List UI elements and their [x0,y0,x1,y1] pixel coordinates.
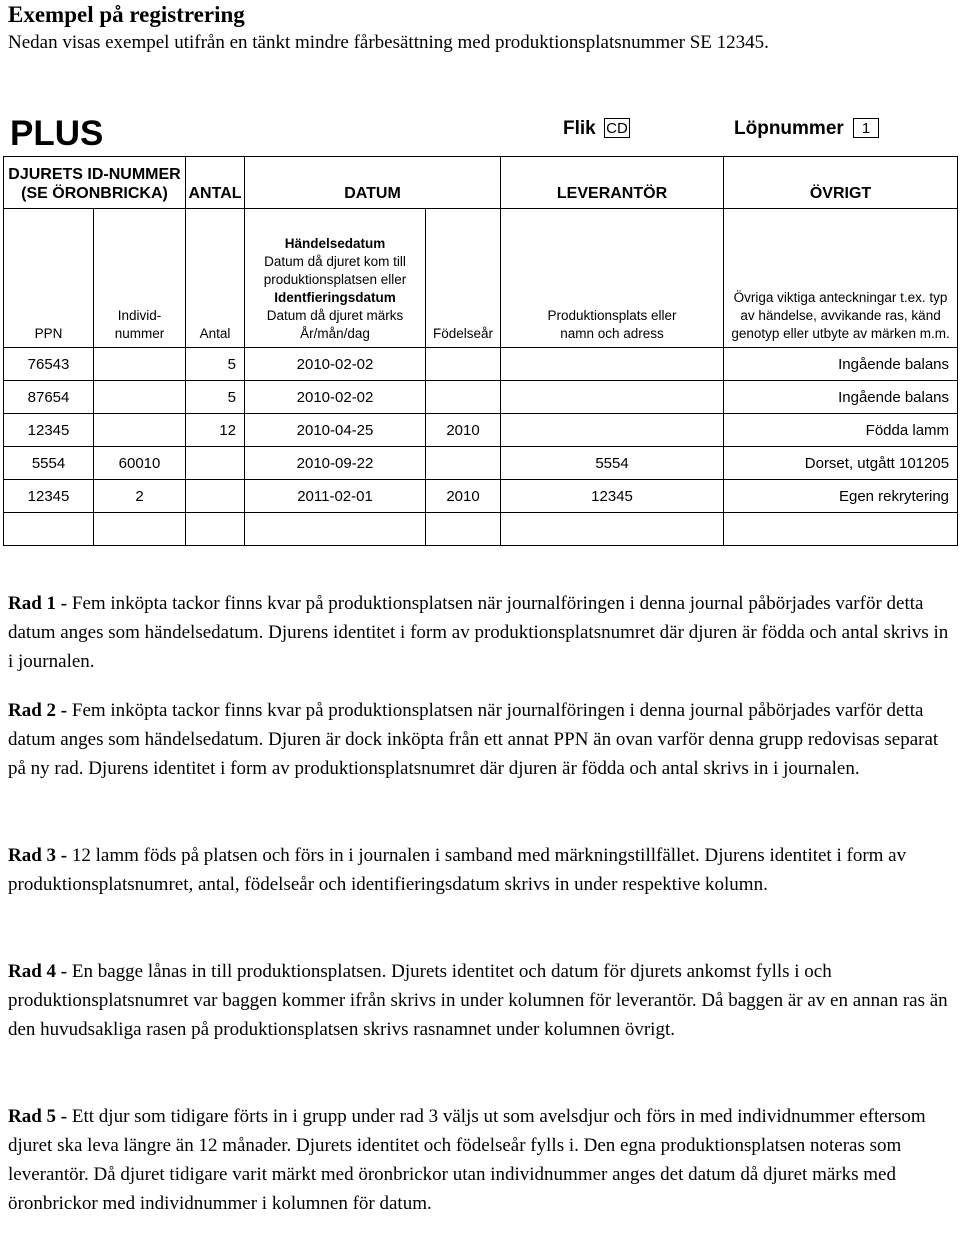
cell-ovrigt[interactable] [724,513,958,546]
cell-leverantor[interactable]: 12345 [501,480,724,513]
cell-leverantor[interactable] [501,348,724,381]
cell-datum[interactable]: 2010-02-02 [245,348,426,381]
cell-ovrigt[interactable]: Ingående balans [724,381,958,414]
flik-label: Flik [563,118,596,139]
cell-ppn[interactable]: 76543 [4,348,94,381]
explanation-paragraph [8,957,953,1044]
cell-ppn[interactable] [4,513,94,546]
explanation-paragraph [8,589,953,676]
cell-individ[interactable]: 60010 [94,447,186,480]
cell-fodelsear[interactable] [426,447,501,480]
cell-antal[interactable] [186,447,245,480]
intro-text: Nedan visas exempel utifrån en tänkt mindre fårbesättning med produktionsplatsnummer SE 12345. [8,32,769,53]
page-title: Exempel på registrering [8,2,245,27]
cell-individ[interactable] [94,414,186,447]
lopnummer-label: Löpnummer [734,118,844,139]
cell-leverantor[interactable]: 5554 [501,447,724,480]
row-label: Rad 1 - [8,593,68,614]
row-label: Rad 2 - [8,700,68,721]
cell-ovrigt[interactable]: Dorset, utgått 101205 [724,447,958,480]
cell-leverantor[interactable] [501,381,724,414]
cell-datum[interactable]: 2011-02-01 [245,480,426,513]
cell-datum[interactable] [245,513,426,546]
table-row [4,513,958,546]
column-header-ppn: PPN [4,209,94,348]
table-row [4,447,958,480]
lopnummer-field[interactable]: 1 [853,118,879,138]
cell-antal[interactable]: 5 [186,381,245,414]
cell-antal[interactable] [186,513,245,546]
cell-fodelsear[interactable]: 2010 [426,480,501,513]
explanation-text: Fem inköpta tackor finns kvar på produktionsplatsen när journalföringen i denna journal påbörjades varför detta datum anges som händelsedatum. Djurens identitet i form av produktionsplatsnumret där djuren är födda och antal skrivs in i journalen. [8,593,949,672]
cell-fodelsear[interactable]: 2010 [426,414,501,447]
cell-ppn[interactable]: 12345 [4,414,94,447]
explanation-paragraph [8,841,953,899]
cell-leverantor[interactable] [501,414,724,447]
explanation-text: En bagge lånas in till produktionsplatsen. Djurets identitet och datum för djurets ankomst fylls i och produktionsplatsnumret var baggen kommer ifrån skrivs in under kolumnen för leverantör. Då baggen är av en annan ras än den huvudsakliga rasen på produktionsplatsen skrivs rasnamnet under kolumnen övrigt. [8,961,948,1040]
cell-datum[interactable]: 2010-09-22 [245,447,426,480]
explanation-text: Ett djur som tidigare förts in i grupp under rad 3 väljs ut som avelsdjur och förs in med individnummer eftersom djuret ska leva längre än 12 månader. Djurets identitet och födelseår fylls i. Den egna produktionsplatsen noteras som leverantör. Då djuret tidigare varit märkt med öronbrickor utan individnummer anges det datum då djuret märks med öronbrickor med individnummer i kolumnen för datum. [8,1106,926,1214]
group-header-leverantor: LEVERANTÖR [501,157,724,209]
cell-antal[interactable]: 5 [186,348,245,381]
row-label: Rad 3 - [8,845,68,866]
cell-ppn[interactable]: 5554 [4,447,94,480]
cell-antal[interactable]: 12 [186,414,245,447]
cell-datum[interactable]: 2010-02-02 [245,381,426,414]
flik-field[interactable]: CD [604,118,630,138]
column-header-fodelsear: Födelseår [426,209,501,348]
cell-ovrigt[interactable]: Födda lamm [724,414,958,447]
cell-fodelsear[interactable] [426,381,501,414]
explanation-text: 12 lamm föds på platsen och förs in i journalen i samband med märkningstillfället. Djurens identitet i form av produktionsplatsnumret, antal, födelseår och identifieringsdatum skrivs in under respektive kolumn. [8,845,907,895]
column-header-row [4,209,958,348]
row-label: Rad 5 - [8,1106,68,1127]
group-header-datum: DATUM [245,157,501,209]
row-label: Rad 4 - [8,961,68,982]
cell-individ[interactable]: 2 [94,480,186,513]
form-name: PLUS [10,114,104,153]
column-header-ovrigt: Övriga viktiga anteckningar t.ex. typ av händelse, avvikande ras, känd genotyp eller utbyte av märken m.m. [724,209,958,348]
table-row [4,414,958,447]
group-header-antal: ANTAL [186,157,245,209]
cell-datum[interactable]: 2010-04-25 [245,414,426,447]
column-header-datum: Händelsedatum Datum då djuret kom till produktionsplatsen eller Identfieringsdatum Datum då djuret märks År/mån/dag [245,209,426,348]
cell-leverantor[interactable] [501,513,724,546]
group-header-id: DJURETS ID-NUMMER (SE ÖRONBRICKA) [4,157,186,209]
cell-ovrigt[interactable]: Egen rekrytering [724,480,958,513]
table-row [4,480,958,513]
cell-fodelsear[interactable] [426,348,501,381]
cell-antal[interactable] [186,480,245,513]
explanation-paragraph [8,1102,953,1218]
explanation-paragraph [8,696,953,783]
cell-fodelsear[interactable] [426,513,501,546]
cell-ppn[interactable]: 12345 [4,480,94,513]
group-header-ovrigt: ÖVRIGT [724,157,958,209]
cell-individ[interactable] [94,348,186,381]
group-header-row [4,157,958,209]
column-header-individ: Individ- nummer [94,209,186,348]
ledger-table [3,156,958,546]
table-row [4,381,958,414]
table-row [4,348,958,381]
column-header-antal: Antal [186,209,245,348]
cell-individ[interactable] [94,381,186,414]
explanation-text: Fem inköpta tackor finns kvar på produktionsplatsen när journalföringen i denna journal påbörjades varför detta datum anges som händelsedatum. Djuren är dock inköpta från ett annat PPN än ovan varför denna grupp redovisas separat på ny rad. Djurens identitet i form av produktionsplatsnumret där djuren är födda och antal skrivs in i journalen. [8,700,939,779]
column-header-leverantor: Produktionsplats eller namn och adress [501,209,724,348]
cell-individ[interactable] [94,513,186,546]
cell-ppn[interactable]: 87654 [4,381,94,414]
cell-ovrigt[interactable]: Ingående balans [724,348,958,381]
